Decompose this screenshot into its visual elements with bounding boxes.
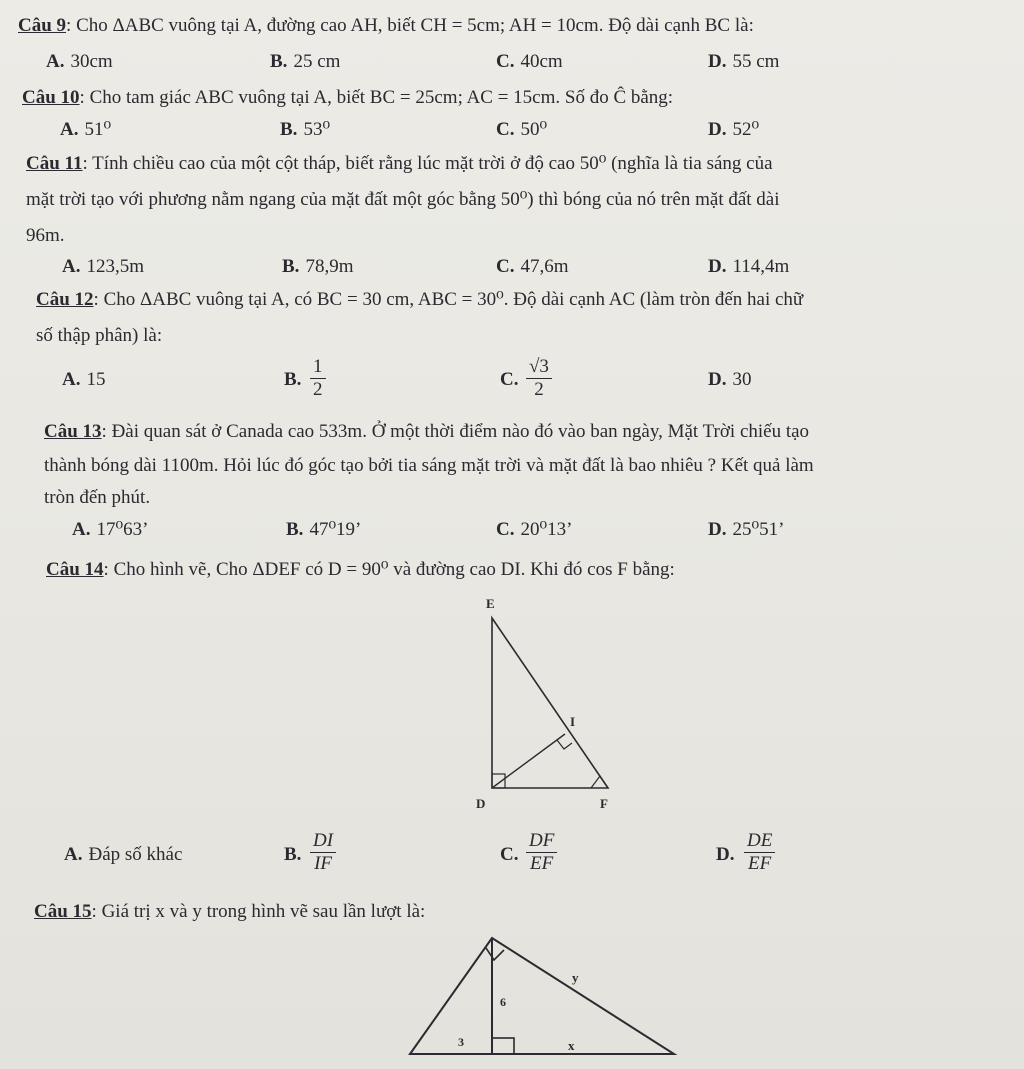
question-13-line-3: tròn đến phút. bbox=[44, 487, 151, 508]
right-triangle-xy-figure bbox=[400, 930, 690, 1069]
q12-option-c-fraction: $\frac{√3}{2}$ bbox=[526, 356, 552, 401]
q9-option-a: A. 30cm bbox=[46, 51, 113, 72]
triangle-def-figure bbox=[460, 592, 630, 822]
question-15: Câu 15: Giá trị x và y trong hình vẽ sau lần lượt là: bbox=[34, 901, 426, 922]
q14-option-b-fraction: $\frac{DI}{IF}$ bbox=[310, 830, 336, 875]
q13-option-d: D. 25⁰51’ bbox=[708, 519, 785, 540]
q14-option-a: A. Đáp số khác bbox=[64, 844, 183, 865]
vertex-f-label: F bbox=[600, 796, 608, 811]
q14-option-d-letter: D. bbox=[716, 844, 735, 865]
question-15-label: Câu 15 bbox=[34, 901, 92, 922]
q10-option-b: B. 53⁰ bbox=[280, 119, 331, 140]
q11-option-a: A. 123,5m bbox=[62, 256, 145, 277]
q9-option-b: B. 25 cm bbox=[270, 51, 341, 72]
q9-option-c: C. 40cm bbox=[496, 51, 563, 72]
q11-option-c: C. 47,6m bbox=[496, 256, 569, 277]
question-11-line-3: 96m. bbox=[26, 225, 65, 246]
q9-option-d: D. 55 cm bbox=[708, 51, 780, 72]
left-segment-label: 3 bbox=[458, 1035, 464, 1049]
question-10-text: : Cho tam giác ABC vuông tại A, biết BC = 25cm; AC = 15cm. Số đo Ĉ bằng: bbox=[79, 87, 674, 108]
q12-option-d: D. 30 bbox=[708, 369, 752, 390]
q13-option-c: C. 20⁰13’ bbox=[496, 519, 573, 540]
q13-option-b: B. 47⁰19’ bbox=[286, 519, 362, 540]
q10-option-d: D. 52⁰ bbox=[708, 119, 760, 140]
q10-option-c: C. 50⁰ bbox=[496, 119, 548, 140]
q12-option-c-letter: C. bbox=[500, 369, 519, 390]
q12-option-b-fraction: $\frac{1}{2}$ bbox=[310, 356, 326, 401]
q14-option-c-letter: C. bbox=[500, 844, 519, 865]
question-10-label: Câu 10 bbox=[22, 87, 80, 108]
q11-option-b: B. 78,9m bbox=[282, 256, 354, 277]
question-14-label: Câu 14 bbox=[46, 559, 104, 580]
question-10 bbox=[22, 86, 673, 110]
question-13-line-1: Câu 13: Đài quan sát ở Canada cao 533m. Ở một thời điểm nào đó vào ban ngày, Mặt Trời chiếu tạo bbox=[44, 421, 810, 442]
question-9 bbox=[18, 14, 754, 38]
question-9-text: : Cho ΔABC vuông tại A, đường cao AH, biết CH = 5cm; AH = 10cm. Độ dài cạnh BC là: bbox=[66, 15, 754, 36]
question-12-label: Câu 12 bbox=[36, 289, 94, 310]
question-9-label: Câu 9 bbox=[18, 15, 67, 36]
vertex-e-label: E bbox=[486, 596, 495, 611]
vertex-d-label: D bbox=[476, 796, 486, 811]
question-11-line-1: Câu 11: Tính chiều cao của một cột tháp, biết rằng lúc mặt trời ở độ cao 50⁰ (nghĩa là tia sáng của bbox=[26, 153, 773, 174]
vertex-i-label: I bbox=[570, 714, 576, 729]
question-11-label: Câu 11 bbox=[26, 153, 83, 174]
q12-option-b-letter: B. bbox=[284, 369, 302, 390]
question-12-line-2: số thập phân) là: bbox=[36, 325, 163, 346]
q14-option-b-letter: B. bbox=[284, 844, 302, 865]
question-12-line-1: Câu 12: Cho ΔABC vuông tại A, có BC = 30 cm, ABC = 30⁰. Độ dài cạnh AC (làm tròn đến hai chữ bbox=[36, 289, 804, 310]
q14-option-c-fraction: $\frac{DF}{EF}$ bbox=[526, 830, 557, 875]
q13-option-a: A. 17⁰63’ bbox=[72, 519, 149, 540]
question-13-label: Câu 13 bbox=[44, 421, 102, 442]
height-label: 6 bbox=[500, 995, 506, 1009]
side-y-label: y bbox=[572, 970, 579, 985]
question-11-line-2: mặt trời tạo với phương nằm ngang của mặt đất một góc bằng 50⁰) thì bóng của nó trên mặt đất dài bbox=[26, 189, 780, 210]
question-14: Câu 14: Cho hình vẽ, Cho ΔDEF có D = 90⁰ và đường cao DI. Khi đó cos F bằng: bbox=[46, 559, 675, 580]
question-13-line-2: thành bóng dài 1100m. Hỏi lúc đó góc tạo bởi tia sáng mặt trời và mặt đất là bao nhiêu ? Kết quả làm bbox=[44, 455, 814, 476]
q14-option-d-fraction: $\frac{DE}{EF}$ bbox=[744, 830, 775, 875]
side-x-label: x bbox=[568, 1038, 575, 1053]
q10-option-a: A. 51⁰ bbox=[60, 119, 112, 140]
q11-option-d: D. 114,4m bbox=[708, 256, 790, 277]
q12-option-a: A. 15 bbox=[62, 369, 106, 390]
